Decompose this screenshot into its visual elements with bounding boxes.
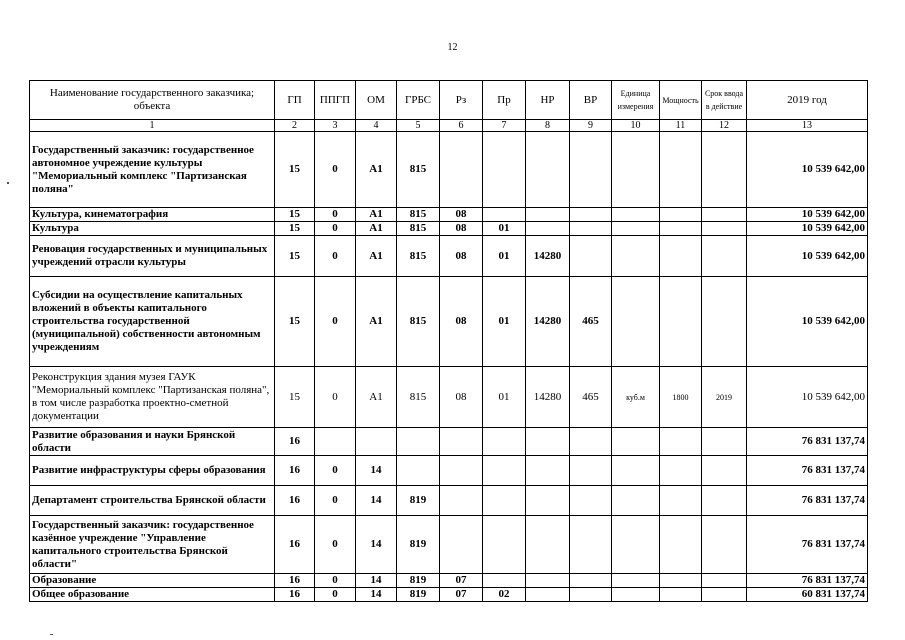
header-gp: ГП — [275, 81, 315, 120]
row-term — [702, 222, 747, 236]
row-name: Реконструкция здания музея ГАУК "Мемориальный комплекс "Партизанская поляна", в том числе разработка проектно-сметной документации — [30, 367, 275, 428]
row-nr — [526, 574, 570, 588]
row-capacity — [660, 574, 702, 588]
row-sum: 10 539 642,00 — [747, 132, 868, 208]
row-vr — [570, 208, 612, 222]
row-rz — [440, 428, 483, 456]
header-term: Срок ввода в действие — [702, 81, 747, 120]
row-name: Государственный заказчик: государственное автономное учреждение культуры "Мемориальный комплекс "Партизанская поляна" — [30, 132, 275, 208]
column-number: 10 — [612, 120, 660, 132]
row-name: Культура, кинематография — [30, 208, 275, 222]
row-unit — [612, 236, 660, 277]
row-capacity — [660, 428, 702, 456]
header-year: 2019 год — [747, 81, 868, 120]
row-gp: 16 — [275, 574, 315, 588]
row-term — [702, 236, 747, 277]
column-number: 8 — [526, 120, 570, 132]
row-rz — [440, 132, 483, 208]
row-ppgp: 0 — [315, 132, 356, 208]
table-row — [30, 277, 868, 367]
row-om: А1 — [356, 367, 397, 428]
row-unit — [612, 486, 660, 516]
page-number: 12 — [447, 42, 458, 53]
row-sum: 76 831 137,74 — [747, 486, 868, 516]
header-nr: НР — [526, 81, 570, 120]
row-om: 14 — [356, 516, 397, 574]
row-pr: 01 — [483, 277, 526, 367]
row-ppgp: 0 — [315, 277, 356, 367]
row-grbs: 815 — [397, 208, 440, 222]
row-nr — [526, 486, 570, 516]
row-unit: куб.м — [612, 367, 660, 428]
row-ppgp: 0 — [315, 456, 356, 486]
row-rz: 07 — [440, 588, 483, 602]
table-row — [30, 236, 868, 277]
row-om: А1 — [356, 236, 397, 277]
row-sum: 10 539 642,00 — [747, 236, 868, 277]
row-sum: 76 831 137,74 — [747, 516, 868, 574]
row-sum: 10 539 642,00 — [747, 277, 868, 367]
row-sum: 76 831 137,74 — [747, 428, 868, 456]
row-nr — [526, 516, 570, 574]
row-gp: 16 — [275, 486, 315, 516]
row-term — [702, 132, 747, 208]
column-number-row — [30, 120, 868, 132]
row-term — [702, 277, 747, 367]
row-vr: 465 — [570, 277, 612, 367]
row-name: Государственный заказчик: государственное казённое учреждение "Управление капитального строительства Брянской области" — [30, 516, 275, 574]
row-gp: 15 — [275, 277, 315, 367]
row-unit — [612, 208, 660, 222]
row-nr: 14280 — [526, 277, 570, 367]
row-sum: 76 831 137,74 — [747, 456, 868, 486]
row-gp: 16 — [275, 456, 315, 486]
row-om: А1 — [356, 132, 397, 208]
row-vr — [570, 486, 612, 516]
row-name: Общее образование — [30, 588, 275, 602]
row-gp: 16 — [275, 516, 315, 574]
table-row — [30, 132, 868, 208]
row-capacity — [660, 222, 702, 236]
row-pr — [483, 208, 526, 222]
row-term — [702, 428, 747, 456]
row-capacity: 1800 — [660, 367, 702, 428]
column-number: 11 — [660, 120, 702, 132]
row-unit — [612, 428, 660, 456]
row-vr — [570, 588, 612, 602]
table-row — [30, 428, 868, 456]
margin-mark — [50, 634, 53, 635]
row-ppgp: 0 — [315, 588, 356, 602]
row-name: Субсидии на осуществление капитальных вложений в объекты капитального строительства государственной (муниципальной) собственности автономным учреждениям — [30, 277, 275, 367]
column-number: 4 — [356, 120, 397, 132]
column-number: 2 — [275, 120, 315, 132]
row-sum: 60 831 137,74 — [747, 588, 868, 602]
row-ppgp — [315, 428, 356, 456]
row-om: А1 — [356, 222, 397, 236]
row-om: 14 — [356, 574, 397, 588]
column-number: 5 — [397, 120, 440, 132]
row-gp: 15 — [275, 367, 315, 428]
row-grbs: 819 — [397, 574, 440, 588]
table-row — [30, 588, 868, 602]
row-capacity — [660, 588, 702, 602]
row-grbs: 815 — [397, 367, 440, 428]
row-unit — [612, 132, 660, 208]
row-ppgp: 0 — [315, 236, 356, 277]
margin-mark — [7, 182, 9, 184]
row-grbs: 815 — [397, 277, 440, 367]
row-nr — [526, 208, 570, 222]
row-gp: 16 — [275, 588, 315, 602]
row-sum: 10 539 642,00 — [747, 208, 868, 222]
row-om: 14 — [356, 456, 397, 486]
row-rz: 07 — [440, 574, 483, 588]
row-unit — [612, 588, 660, 602]
header-vr: ВР — [570, 81, 612, 120]
table-row — [30, 516, 868, 574]
row-vr — [570, 428, 612, 456]
row-om: А1 — [356, 277, 397, 367]
row-pr — [483, 132, 526, 208]
column-number: 6 — [440, 120, 483, 132]
row-capacity — [660, 277, 702, 367]
row-ppgp: 0 — [315, 574, 356, 588]
column-number: 13 — [747, 120, 868, 132]
row-pr — [483, 428, 526, 456]
row-gp: 15 — [275, 132, 315, 208]
row-term — [702, 456, 747, 486]
row-rz: 08 — [440, 367, 483, 428]
column-number: 9 — [570, 120, 612, 132]
row-name: Образование — [30, 574, 275, 588]
row-nr — [526, 222, 570, 236]
row-vr — [570, 516, 612, 574]
table-row — [30, 367, 868, 428]
row-om — [356, 428, 397, 456]
row-ppgp: 0 — [315, 367, 356, 428]
row-capacity — [660, 132, 702, 208]
column-number: 3 — [315, 120, 356, 132]
row-vr — [570, 236, 612, 277]
row-ppgp: 0 — [315, 222, 356, 236]
header-rz: Рз — [440, 81, 483, 120]
row-ppgp: 0 — [315, 516, 356, 574]
row-vr — [570, 132, 612, 208]
budget-table — [29, 80, 868, 602]
row-om: А1 — [356, 208, 397, 222]
row-rz: 08 — [440, 222, 483, 236]
row-gp: 15 — [275, 208, 315, 222]
row-name: Реновация государственных и муниципальных учреждений отрасли культуры — [30, 236, 275, 277]
row-rz — [440, 516, 483, 574]
header-ppgp: ППГП — [315, 81, 356, 120]
row-pr: 01 — [483, 367, 526, 428]
row-term — [702, 574, 747, 588]
row-rz: 08 — [440, 236, 483, 277]
header-name: Наименование государственного заказчика; объекта — [30, 81, 275, 120]
row-pr — [483, 574, 526, 588]
row-term — [702, 588, 747, 602]
table-row — [30, 486, 868, 516]
row-grbs: 819 — [397, 486, 440, 516]
row-nr — [526, 428, 570, 456]
row-grbs: 815 — [397, 236, 440, 277]
row-rz — [440, 486, 483, 516]
row-sum: 10 539 642,00 — [747, 367, 868, 428]
row-name: Культура — [30, 222, 275, 236]
row-rz — [440, 456, 483, 486]
row-capacity — [660, 208, 702, 222]
row-grbs — [397, 456, 440, 486]
row-ppgp: 0 — [315, 208, 356, 222]
row-pr — [483, 486, 526, 516]
row-capacity — [660, 516, 702, 574]
table-row — [30, 222, 868, 236]
row-gp: 15 — [275, 236, 315, 277]
row-capacity — [660, 236, 702, 277]
row-vr — [570, 222, 612, 236]
row-vr: 465 — [570, 367, 612, 428]
row-nr: 14280 — [526, 367, 570, 428]
row-nr — [526, 456, 570, 486]
row-term: 2019 — [702, 367, 747, 428]
row-nr — [526, 132, 570, 208]
row-unit — [612, 456, 660, 486]
row-capacity — [660, 486, 702, 516]
row-term — [702, 516, 747, 574]
table-row — [30, 208, 868, 222]
row-ppgp: 0 — [315, 486, 356, 516]
row-term — [702, 208, 747, 222]
row-unit — [612, 516, 660, 574]
row-pr: 01 — [483, 236, 526, 277]
row-grbs — [397, 428, 440, 456]
row-pr: 01 — [483, 222, 526, 236]
row-grbs: 815 — [397, 222, 440, 236]
row-unit — [612, 222, 660, 236]
row-capacity — [660, 456, 702, 486]
header-capacity: Мощность — [660, 81, 702, 120]
column-number: 1 — [30, 120, 275, 132]
row-nr: 14280 — [526, 236, 570, 277]
table-row — [30, 574, 868, 588]
row-name: Развитие инфраструктуры сферы образования — [30, 456, 275, 486]
row-sum: 76 831 137,74 — [747, 574, 868, 588]
row-rz: 08 — [440, 208, 483, 222]
row-name: Развитие образования и науки Брянской области — [30, 428, 275, 456]
row-unit — [612, 277, 660, 367]
row-nr — [526, 588, 570, 602]
row-unit — [612, 574, 660, 588]
header-om: ОМ — [356, 81, 397, 120]
column-number: 12 — [702, 120, 747, 132]
row-om: 14 — [356, 486, 397, 516]
row-grbs: 815 — [397, 132, 440, 208]
row-term — [702, 486, 747, 516]
header-grbs: ГРБС — [397, 81, 440, 120]
row-gp: 16 — [275, 428, 315, 456]
column-number: 7 — [483, 120, 526, 132]
row-grbs: 819 — [397, 516, 440, 574]
row-vr — [570, 574, 612, 588]
row-om: 14 — [356, 588, 397, 602]
row-vr — [570, 456, 612, 486]
row-rz: 08 — [440, 277, 483, 367]
row-pr — [483, 456, 526, 486]
row-grbs: 819 — [397, 588, 440, 602]
header-unit: Единица измерения — [612, 81, 660, 120]
row-name: Департамент строительства Брянской области — [30, 486, 275, 516]
header-pr: Пр — [483, 81, 526, 120]
row-pr — [483, 516, 526, 574]
row-pr: 02 — [483, 588, 526, 602]
row-gp: 15 — [275, 222, 315, 236]
row-sum: 10 539 642,00 — [747, 222, 868, 236]
header-row — [30, 81, 868, 120]
table-row — [30, 456, 868, 486]
